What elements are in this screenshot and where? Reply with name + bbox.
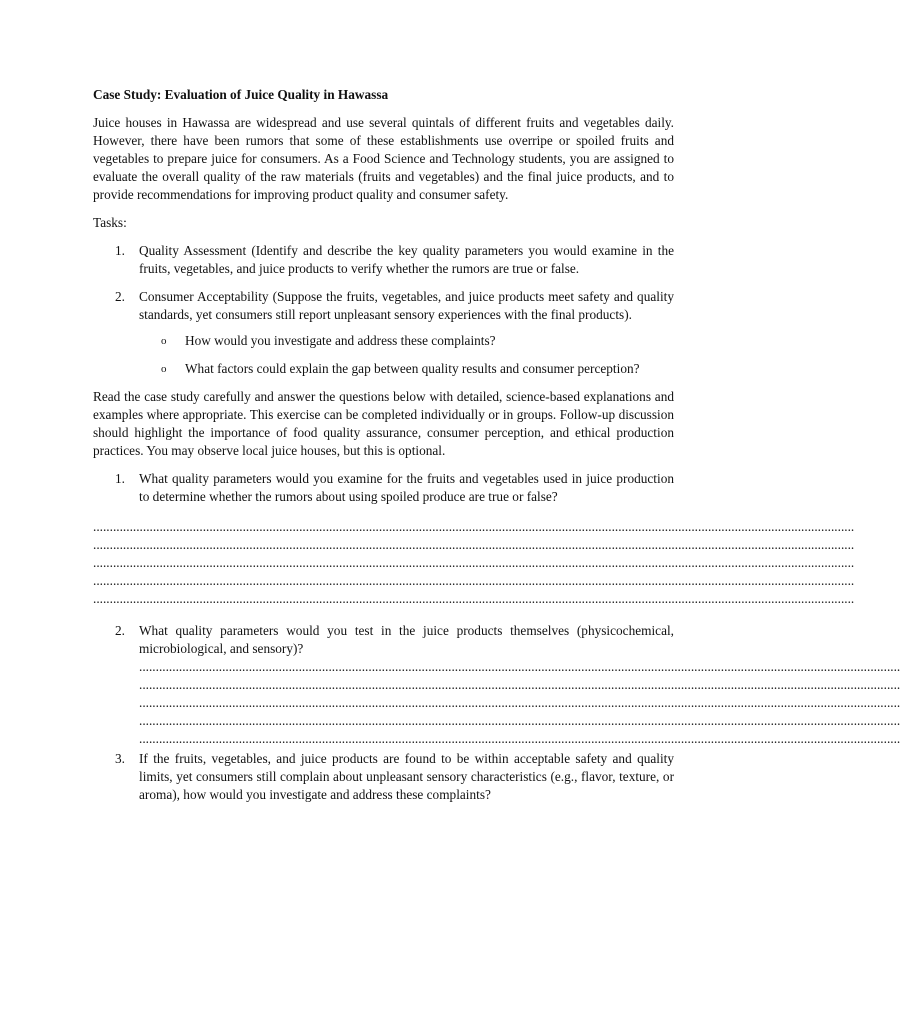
question-1 xyxy=(93,470,674,506)
question-number: 3. xyxy=(115,751,125,766)
answer-line[interactable]: ..................................................................................................................................................................................................................................... xyxy=(139,659,900,674)
sub-item-text: What factors could explain the gap between quality results and consumer perception? xyxy=(185,361,640,376)
bullet-marker: o xyxy=(161,363,167,375)
question-number: 2. xyxy=(115,623,125,638)
answer-line[interactable]: ..................................................................................................................................................................................................................................... xyxy=(139,695,900,710)
answer-line[interactable]: ..................................................................................................................................................................................................................................... xyxy=(139,713,900,728)
sub-item-text: How would you investigate and address these complaints? xyxy=(185,333,496,348)
task-sub-list xyxy=(139,332,674,378)
task-number: 2. xyxy=(115,289,125,304)
question-text: What quality parameters would you test in the juice products themselves (physicochemical, microbiological, and sensory)? xyxy=(139,623,674,656)
answer-lines-2[interactable] xyxy=(139,658,900,748)
tasks-label: Tasks: xyxy=(93,215,127,230)
question-2 xyxy=(93,622,674,658)
task-item-2 xyxy=(93,288,674,378)
bullet-marker: o xyxy=(161,335,167,347)
task-text: Quality Assessment (Identify and describe the key quality parameters you would examine in the fruits, vegetables, and juice products to verify whether the rumors are true or false. xyxy=(139,243,674,276)
instructions-paragraph: Read the case study carefully and answer the questions below with detailed, science-based explanations and examples where appropriate. This exercise can be completed individually or in groups. Follow-up discussion should highlight the importance of food quality assurance, consumer perception, and ethical production practices. You may observe local juice houses, but this is optional. xyxy=(93,389,674,458)
answer-lines-1[interactable] xyxy=(93,518,855,608)
question-3 xyxy=(93,750,674,804)
answer-line[interactable]: ..................................................................................................................................................................................................................................... xyxy=(93,519,855,534)
task-number: 1. xyxy=(115,243,125,258)
answer-line[interactable]: ..................................................................................................................................................................................................................................... xyxy=(139,677,900,692)
answer-line[interactable]: ..................................................................................................................................................................................................................................... xyxy=(93,537,855,552)
document-page xyxy=(93,86,900,804)
task-item-1 xyxy=(93,242,674,278)
task-sub-item-2 xyxy=(139,360,674,378)
question-number: 1. xyxy=(115,471,125,486)
answer-line[interactable]: ..................................................................................................................................................................................................................................... xyxy=(93,555,855,570)
answer-line[interactable]: ..................................................................................................................................................................................................................................... xyxy=(93,573,855,588)
question-text: If the fruits, vegetables, and juice products are found to be within acceptable safety and quality limits, yet consumers still complain about unpleasant sensory characteristics (e.g., flavor, texture, or aroma), how would you investigate and address these complaints? xyxy=(139,751,674,802)
intro-paragraph: Juice houses in Hawassa are widespread and use several quintals of different fruits and vegetables daily. However, there have been rumors that some of these establishments use overripe or spoiled fruits and vegetables to prepare juice for consumers. As a Food Science and Technology students, you are assigned to evaluate the overall quality of the raw materials (fruits and vegetables) and the final juice products, and to provide recommendations for improving product quality and consumer safety. xyxy=(93,115,674,202)
question-text: What quality parameters would you examine for the fruits and vegetables used in juice production to determine whether the rumors about using spoiled produce are true or false? xyxy=(139,471,674,504)
answer-line[interactable]: ..................................................................................................................................................................................................................................... xyxy=(139,731,900,746)
case-study-title: Case Study: Evaluation of Juice Quality in Hawassa xyxy=(93,87,389,102)
task-sub-item-1 xyxy=(139,332,674,350)
answer-line[interactable]: ..................................................................................................................................................................................................................................... xyxy=(93,591,855,606)
task-text: Consumer Acceptability (Suppose the fruits, vegetables, and juice products meet safety and quality standards, yet consumers still report unpleasant sensory experiences with the final products). xyxy=(139,289,674,322)
